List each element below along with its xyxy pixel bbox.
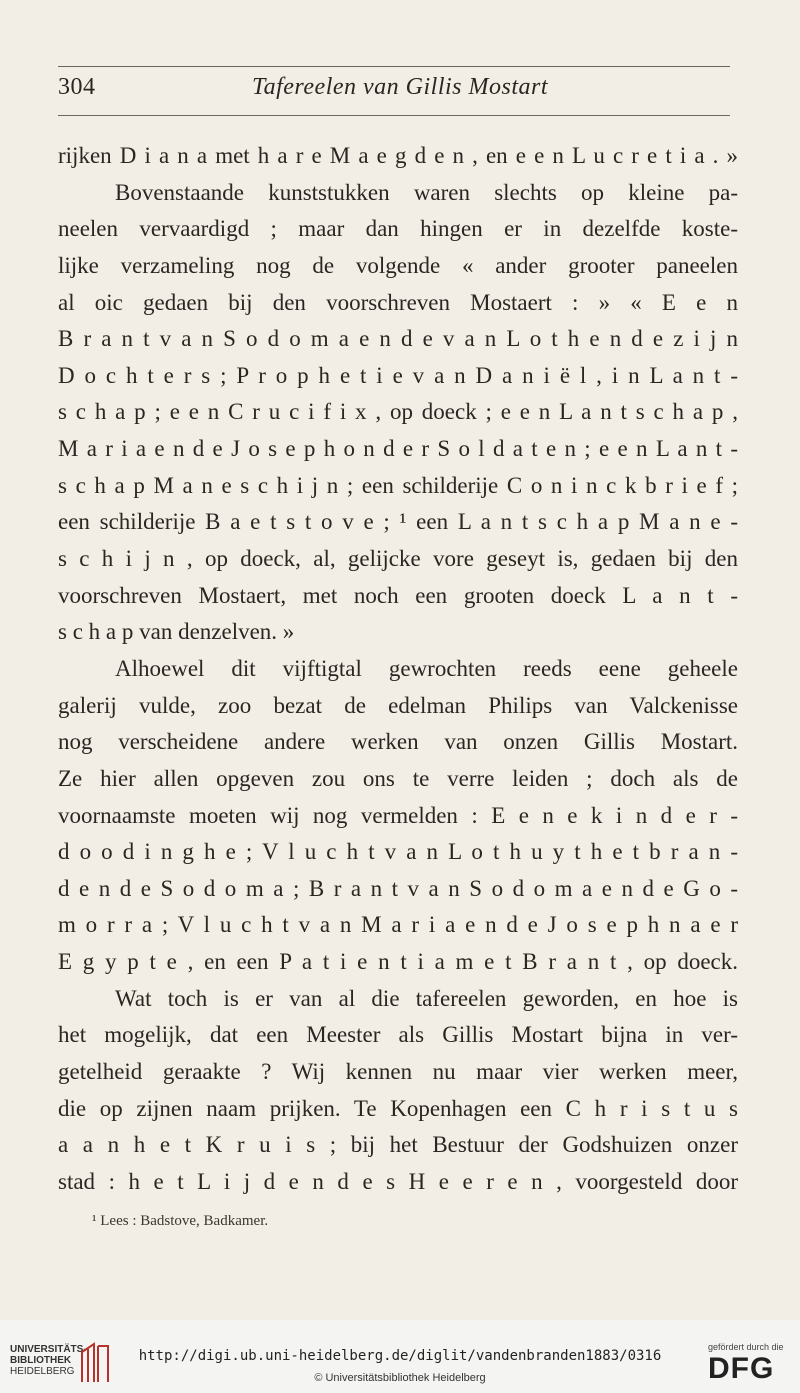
- text-line: een schilderije B a e t s t o v e ; ¹ een L a n t s c h a p M a n e -: [58, 509, 738, 535]
- header-top-rule: [58, 66, 730, 67]
- text-line: Wat toch is er van al die tafereelen geworden, en hoe is: [115, 985, 738, 1011]
- text-line: Bovenstaande kunststukken waren slechts op kleine pa-: [115, 179, 738, 205]
- text-line: voornaamste moeten wij nog vermelden : E e n e k i n d e r -: [58, 802, 738, 828]
- text-line: E g y p t e , en een P a t i e n t i a m e t B r a n t , op doeck.: [58, 949, 738, 975]
- page-number: 304: [58, 74, 96, 100]
- running-title: Tafereelen van Gillis Mostart: [251, 74, 549, 100]
- copyright-notice: © Universitätsbibliothek Heidelberg: [314, 1372, 486, 1384]
- text-line: stad : h e t L i j d e n d e s H e e r e n , voorgesteld door: [58, 1168, 738, 1194]
- text-line: lijke verzameling nog de volgende « ander grooter paneelen: [58, 252, 738, 278]
- text-line: rijken D i a n a met h a r e M a e g d e n , en e e n L u c r e t i a . »: [58, 143, 738, 168]
- library-name-line: HEIDELBERG: [10, 1366, 75, 1377]
- dfg-logo: DFG: [708, 1352, 775, 1385]
- text-line: s c h a p van denzelven. »: [58, 619, 295, 645]
- text-line: voorschreven Mostaert, met noch een grooten doeck L a n t -: [58, 582, 738, 608]
- text-line: nog verscheidene andere werken van onzen Gillis Mostart.: [58, 729, 738, 755]
- text-line: D o c h t e r s ; P r o p h e t i e v a n D a n i ë l , i n L a n t -: [58, 362, 738, 388]
- text-line: M a r i a e n d e J o s e p h o n d e r S o l d a t e n ; e e n L a n t -: [58, 436, 738, 462]
- footnote: ¹ Lees : Badstove, Badkamer.: [92, 1213, 269, 1229]
- text-line: s c h a p M a n e s c h i j n ; een schilderije C o n i n c k b r i e f ;: [58, 472, 738, 498]
- text-line: Alhoewel dit vijftigtal gewrochten reeds eene geheele: [115, 655, 738, 681]
- library-name-line: BIBLIOTHEK: [10, 1355, 72, 1366]
- text-line: d o o d i n g h e ; V l u c h t v a n L o t h u y t h e t b r a n -: [58, 839, 738, 865]
- text-line: B r a n t v a n S o d o m a e n d e v a n L o t h e n d e z i j n: [58, 326, 738, 352]
- text-line: Ze hier allen opgeven zou ons te verre leiden ; doch als de: [58, 765, 738, 791]
- text-line: s c h a p ; e e n C r u c i f i x , op doeck ; e e n L a n t s c h a p ,: [58, 399, 738, 425]
- library-name-line: UNIVERSITÄTS-: [10, 1344, 87, 1355]
- text-line: het mogelijk, dat een Meester als Gillis Mostart bijna in ver-: [58, 1022, 738, 1048]
- text-line: galerij vulde, zoo bezat de edelman Philips van Valckenisse: [58, 692, 738, 718]
- text-line: al oic gedaen bij den voorschreven Mostaert : » « E e n: [58, 289, 738, 315]
- text-line: m o r r a ; V l u c h t v a n M a r i a e n d e J o s e p h n a e r: [58, 912, 738, 938]
- text-line: a a n h e t K r u i s ; bij het Bestuur der Godshuizen onzer: [58, 1132, 738, 1158]
- text-line: d e n d e S o d o m a ; B r a n t v a n S o d o m a e n d e G o -: [58, 875, 738, 901]
- text-line: die op zijnen naam prijken. Te Kopenhagen een C h r i s t u s: [58, 1095, 738, 1121]
- sponsor-text: gefördert durch die: [708, 1342, 784, 1352]
- body-text: [58, 138, 738, 1201]
- text-line: getelheid geraakte ? Wij kennen nu maar vier werken meer,: [58, 1059, 738, 1085]
- text-line: s c h i j n , op doeck, al, gelijcke vore geseyt is, gedaen bij den: [58, 546, 738, 572]
- text-line: neelen vervaardigd ; maar dan hingen er in dezelfde koste-: [58, 216, 738, 242]
- permalink-url[interactable]: http://digi.ub.uni-heidelberg.de/diglit/vandenbranden1883/0316: [138, 1348, 662, 1364]
- header-bottom-rule: [58, 115, 730, 116]
